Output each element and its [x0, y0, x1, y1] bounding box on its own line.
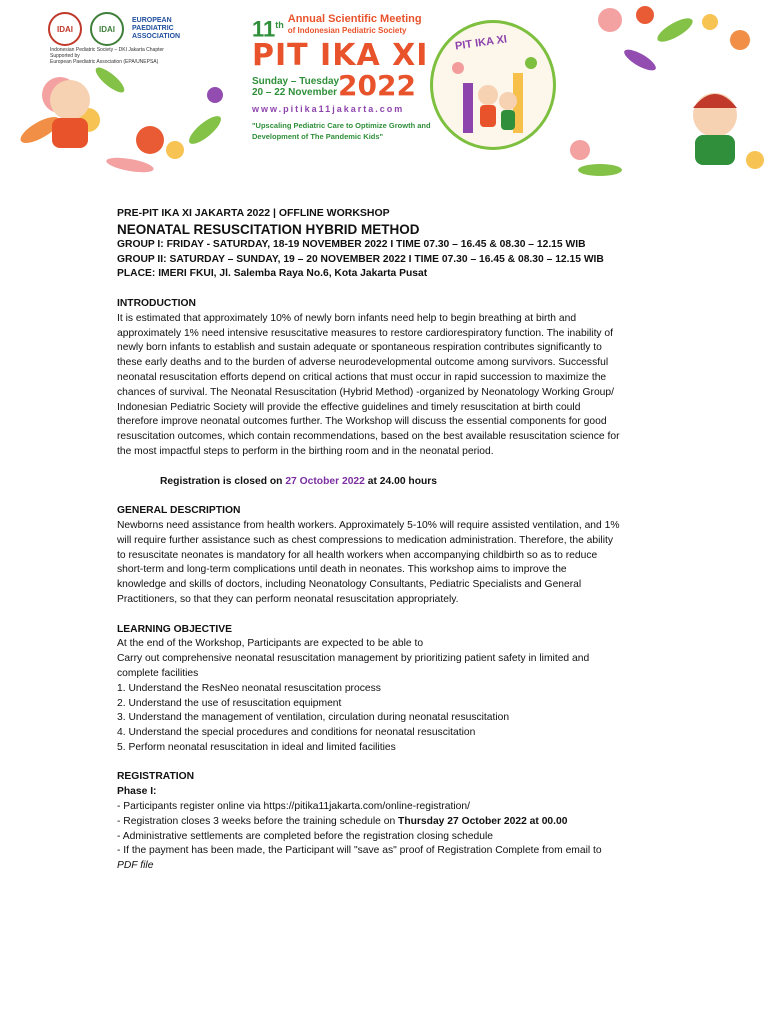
- event-dates: Sunday – Tuesday 20 – 22 November: [252, 76, 340, 98]
- list-item: 4. Understand the special procedures and conditions for neonatal resuscitation: [117, 727, 476, 739]
- partner-logos: [48, 12, 194, 46]
- learning-objective-list: [117, 682, 652, 756]
- registration-phase: Phase I:: [117, 786, 157, 798]
- registration-closed-notice: Registration is closed on 27 October 2022 at 24.00 hours: [160, 475, 438, 487]
- workshop-title: NEONATAL RESUSCITATION HYBRID METHOD: [117, 221, 420, 237]
- registration-line-closes: - Registration closes 3 weeks before the training schedule on Thursday 27 October 2022 at 00.00: [117, 815, 568, 827]
- sponsor-text: Indonesian Pediatric Society – DKI Jakarta Chapter Supported by European Paediatric Association (EPA/UNEPSA): [50, 47, 164, 65]
- event-website[interactable]: www.pitika11jakarta.com: [252, 104, 405, 114]
- workshop-place: PLACE: IMERI FKUI, Jl. Salemba Raya No.6, Kota Jakarta Pusat: [117, 268, 428, 280]
- list-item: 2. Understand the use of resuscitation equipment: [117, 697, 342, 709]
- registration-line-payment: - If the payment has been made, the Participant will "save as" proof of Registration Complete from email to: [117, 845, 602, 857]
- learning-objective-intro: At the end of the Workshop, Participants are expected to be able to Carry out comprehensive neonatal resuscitation management by prioritizing patient safety in limited and complete facilities: [117, 638, 590, 679]
- pre-title: PRE-PIT IKA XI JAKARTA 2022 | OFFLINE WORKSHOP: [117, 207, 390, 219]
- idai-logo: IDAI: [48, 12, 82, 46]
- registration-line-pdf: PDF file: [117, 860, 154, 872]
- meeting-heading: [252, 14, 422, 40]
- group-2-schedule: GROUP II: SATURDAY – SUNDAY, 19 – 20 NOVEMBER 2022 I TIME 07.30 – 16.45 & 08.30 – 12.15 WIB: [117, 253, 604, 265]
- learning-objective-heading: LEARNING OBJECTIVE: [117, 623, 232, 635]
- epa-logo: EUROPEAN PAEDIATRIC ASSOCIATION: [132, 17, 181, 40]
- meeting-subtitle: Annual Scientific Meeting of Indonesian Pediatric Society: [287, 13, 422, 35]
- workshop-document: [117, 206, 652, 874]
- list-item: 1. Understand the ResNeo neonatal resuscitation process: [117, 682, 381, 694]
- registration-line-admin: - Administrative settlements are completed before the registration closing schedule: [117, 830, 494, 842]
- event-year: 2022: [338, 69, 416, 102]
- registration-heading: REGISTRATION: [117, 771, 195, 783]
- event-banner: [0, 0, 768, 180]
- general-description-heading: GENERAL DESCRIPTION: [117, 505, 241, 517]
- general-description-body: Newborns need assistance from health workers. Approximately 5-10% will require assisted ventilation, and 1% will require further assistance such as chest compressions to medication administration. Therefore, the ability to resuscitate neonates is mandatory for all health workers when accompanying childbirth so as to reduce short-term and long-term complications until death in neonates. This workshop aims to improve the knowledge and skills of doctors, including Neonatology Consultants, Pediatric Specialists and General Practitioners, so that they can perform neonatal resuscitation appropriately.: [117, 519, 620, 605]
- event-emblem: PIT IKA XI: [430, 20, 556, 150]
- group-1-schedule: GROUP I: FRIDAY - SATURDAY, 18-19 NOVEMBER 2022 I TIME 07.30 – 16.45 & 08.30 – 12.15 WIB: [117, 238, 586, 250]
- event-title: PIT IKA XI: [252, 38, 429, 73]
- idai-jakarta-logo: IDAI: [90, 12, 124, 46]
- list-item: 5. Perform neonatal resuscitation in ideal and limited facilities: [117, 741, 396, 753]
- emblem-illustration-icon: [433, 23, 553, 147]
- list-item: 3. Understand the management of ventilation, circulation during neonatal resuscitation: [117, 712, 510, 724]
- registration-line-online: - Participants register online via https://pitika11jakarta.com/online-registration/: [117, 801, 470, 813]
- introduction-body: It is estimated that approximately 10% of newly born infants need help to begin breathing at birth and approximately 1% need intensive resuscitative measures to restore cardiorespiratory function. The inability of newly born infants to establish and sustain adequate or spontaneous respiration contributes significantly to these early deaths and to the burden of adverse neurodevelopmental outcome among survivors. Successful neonatal resuscitation efforts depend on critical actions that must occur in rapid succession to maximize the chances of survival. The Neonatal Resuscitation (Hybrid Method) -organized by Neonatology Working Group/ Indonesian Pediatric Society will provide the effective guidelines and timely resuscitation at birth could therefore improve neonatal outcomes further. The Workshop will discuss the essential components for good resuscitation outcomes, which contain recommendations, based on the best available resuscitation science for the most impactful steps to perform in the birthing room and in the neonatal period.: [117, 312, 620, 457]
- meeting-number: 11th: [252, 16, 284, 42]
- event-tagline: "Upscaling Pediatric Care to Optimize Growth and Development of The Pandemic Kids": [252, 121, 431, 141]
- introduction-heading: INTRODUCTION: [117, 297, 196, 309]
- registration-closed-date: 27 October 2022: [285, 475, 365, 487]
